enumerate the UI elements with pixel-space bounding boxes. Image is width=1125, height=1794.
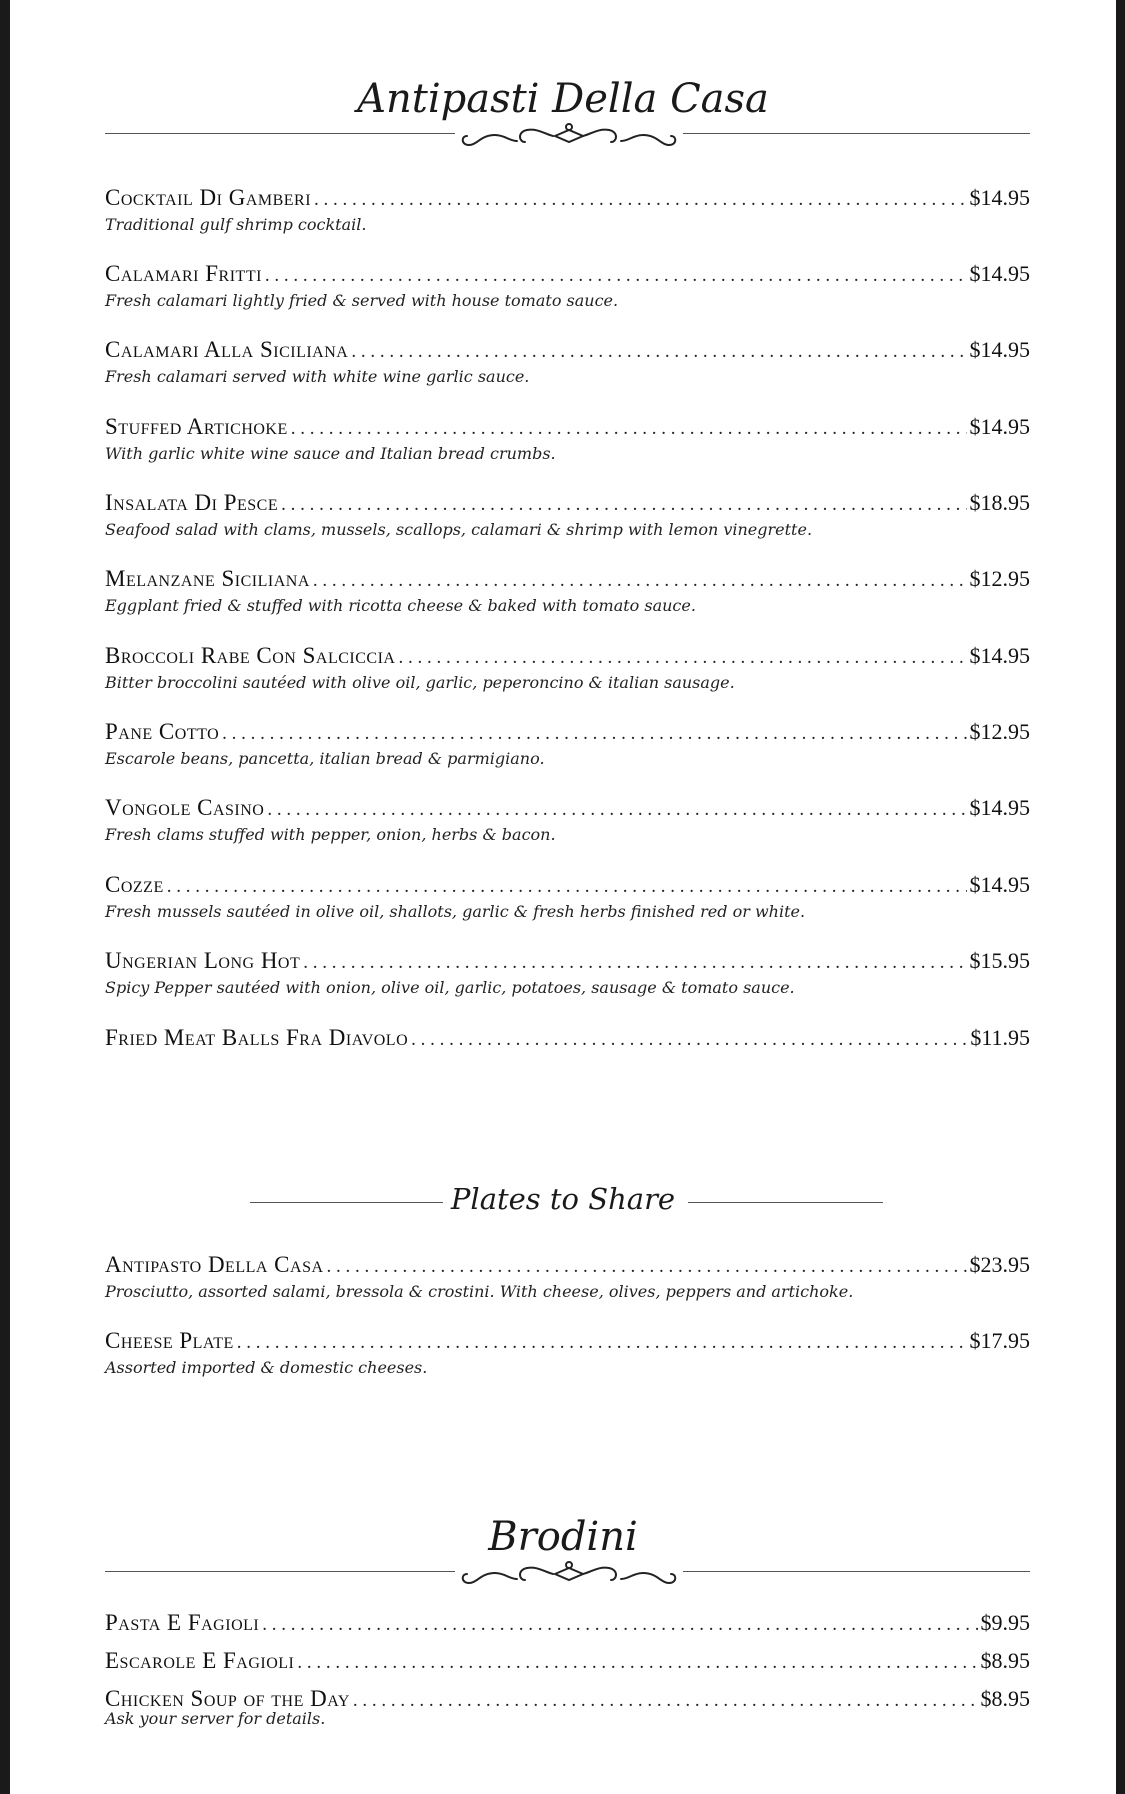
item-name: Pane Cotto bbox=[105, 719, 220, 744]
item-price: $23.95 bbox=[969, 1252, 1030, 1277]
item-description: Fresh mussels sautéed in olive oil, shallots, garlic & fresh herbs finished red or white. bbox=[105, 902, 806, 921]
item-name: Calamari Alla Siciliana bbox=[105, 337, 349, 362]
item-price: $14.95 bbox=[969, 337, 1030, 362]
menu-item bbox=[105, 948, 1030, 997]
menu-page bbox=[10, 0, 1116, 1794]
item-name: Calamari Fritti bbox=[105, 261, 262, 286]
item-price: $14.95 bbox=[969, 414, 1030, 439]
item-price: $12.95 bbox=[969, 719, 1030, 744]
title-rule-right bbox=[683, 133, 1030, 134]
item-name: Pasta E Fagioli bbox=[105, 1610, 260, 1635]
scroll-flourish-icon bbox=[455, 122, 683, 152]
item-price: $14.95 bbox=[969, 872, 1030, 897]
item-name: Stuffed Artichoke bbox=[105, 414, 288, 439]
item-description: Fresh calamari lightly fried & served with house tomato sauce. bbox=[105, 291, 619, 310]
item-name: Cheese Plate bbox=[105, 1328, 234, 1353]
menu-item bbox=[105, 1328, 1030, 1377]
item-price: $8.95 bbox=[980, 1686, 1030, 1711]
item-price: $12.95 bbox=[969, 566, 1030, 591]
item-description: Eggplant fried & stuffed with ricotta cheese & baked with tomato sauce. bbox=[105, 596, 696, 615]
item-description: Spicy Pepper sautéed with onion, olive oil, garlic, potatoes, sausage & tomato sauce. bbox=[105, 978, 795, 997]
item-price: $14.95 bbox=[969, 643, 1030, 668]
item-name: Cocktail Di Gamberi bbox=[105, 185, 312, 210]
scroll-flourish-icon bbox=[455, 1560, 683, 1590]
brodini-rule-right bbox=[683, 1571, 1030, 1572]
menu-item bbox=[105, 566, 1030, 615]
item-price: $17.95 bbox=[969, 1328, 1030, 1353]
item-description: Assorted imported & domestic cheeses. bbox=[105, 1358, 428, 1377]
section-title-antipasti: Antipasti Della Casa bbox=[357, 76, 769, 122]
item-price: $8.95 bbox=[980, 1648, 1030, 1673]
menu-item bbox=[105, 185, 1030, 234]
menu-item bbox=[105, 1610, 1030, 1636]
menu-item bbox=[105, 872, 1030, 921]
section-title-plates: Plates to Share bbox=[450, 1182, 676, 1216]
item-name: Ungerian Long Hot bbox=[105, 948, 301, 973]
section-title-brodini: Brodini bbox=[488, 1514, 638, 1560]
item-description: Ask your server for details. bbox=[105, 1709, 326, 1728]
item-name: Broccoli Rabe Con Salciccia bbox=[105, 643, 396, 668]
item-description: With garlic white wine sauce and Italian bread crumbs. bbox=[105, 444, 556, 463]
item-name: Fried Meat Balls Fra Diavolo bbox=[105, 1025, 409, 1050]
title-rule-left bbox=[105, 133, 455, 134]
menu-item bbox=[105, 414, 1030, 463]
item-price: $15.95 bbox=[969, 948, 1030, 973]
item-price: $18.95 bbox=[969, 490, 1030, 515]
brodini-rule-left bbox=[105, 1571, 455, 1572]
menu-item bbox=[105, 261, 1030, 310]
menu-item bbox=[105, 795, 1030, 844]
item-name: Vongole Casino bbox=[105, 795, 265, 820]
menu-item bbox=[105, 1252, 1030, 1301]
item-name: Escarole E Fagioli bbox=[105, 1648, 295, 1673]
item-name: Chicken Soup of the Day bbox=[105, 1686, 350, 1711]
item-description: Fresh clams stuffed with pepper, onion, herbs & bacon. bbox=[105, 825, 556, 844]
menu-item bbox=[105, 1025, 1030, 1051]
item-description: Seafood salad with clams, mussels, scallops, calamari & shrimp with lemon vinegrette. bbox=[105, 520, 813, 539]
item-price: $14.95 bbox=[969, 261, 1030, 286]
item-price: $11.95 bbox=[970, 1025, 1030, 1050]
item-name: Antipasto Della Casa bbox=[105, 1252, 324, 1277]
item-name: Melanzane Siciliana bbox=[105, 566, 310, 591]
item-name: Cozze bbox=[105, 872, 164, 897]
menu-item bbox=[105, 719, 1030, 768]
menu-item bbox=[105, 337, 1030, 386]
item-name: Insalata Di Pesce bbox=[105, 490, 279, 515]
item-price: $14.95 bbox=[969, 185, 1030, 210]
item-description: Fresh calamari served with white wine garlic sauce. bbox=[105, 367, 530, 386]
menu-item bbox=[105, 1648, 1030, 1674]
menu-item bbox=[105, 1686, 1030, 1728]
item-description: Prosciutto, assorted salami, bressola & crostini. With cheese, olives, peppers and artichoke. bbox=[105, 1282, 854, 1301]
menu-item bbox=[105, 643, 1030, 692]
item-price: $14.95 bbox=[969, 795, 1030, 820]
item-description: Escarole beans, pancetta, italian bread & parmigiano. bbox=[105, 749, 545, 768]
menu-item bbox=[105, 490, 1030, 539]
item-price: $9.95 bbox=[980, 1610, 1030, 1635]
item-description: Bitter broccolini sautéed with olive oil, garlic, peperoncino & italian sausage. bbox=[105, 673, 735, 692]
item-description: Traditional gulf shrimp cocktail. bbox=[105, 215, 367, 234]
